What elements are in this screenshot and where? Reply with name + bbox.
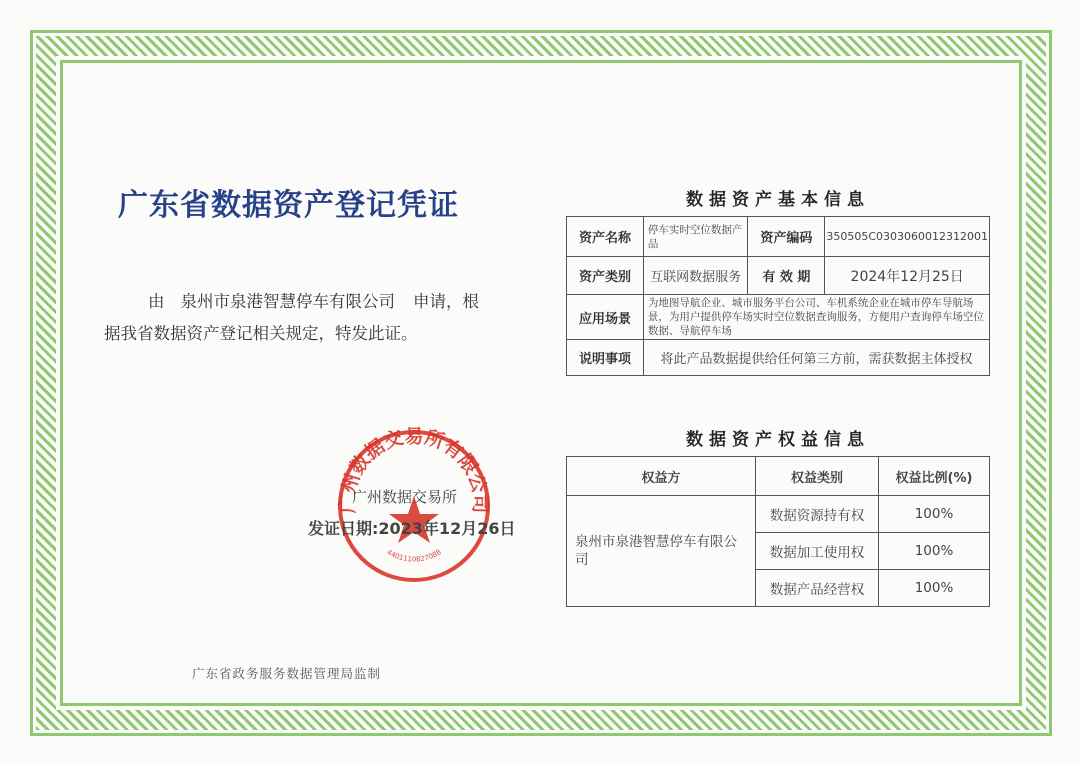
rights-holder: 泉州市泉港智慧停车有限公司: [567, 496, 756, 607]
valid-period-label: 有 效 期: [748, 257, 825, 295]
header-category: 权益类别: [756, 457, 879, 496]
basic-info-table: [566, 216, 990, 376]
asset-code-value: 350505C0303060012312001: [825, 217, 990, 257]
rights-info-table: [566, 456, 990, 607]
table-header-row: [567, 457, 990, 496]
certificate-intro: [104, 286, 524, 350]
rights-category: 数据资源持有权: [756, 496, 879, 533]
issue-date: 发证日期:2023年12月26日: [308, 519, 516, 538]
scenario-value: 为地图导航企业、城市服务平台公司、车机系统企业在城市停车导航场景，为用户提供停车场实时空位数据查询服务，方便用户查询停车场空位数据、导航停车场: [643, 295, 989, 340]
svg-text:4401110827088: [385, 548, 442, 563]
rights-ratio: 100%: [879, 570, 990, 607]
rights-category: 数据产品经营权: [756, 570, 879, 607]
border-inner-frame: [60, 60, 1022, 706]
intro-company: 泉州市泉港智慧停车有限公司: [180, 292, 395, 311]
asset-name-value: 停车实时空位数据产品: [643, 217, 748, 257]
header-holder: 权益方: [567, 457, 756, 496]
seal-number: 4401110827088: [385, 548, 443, 564]
table-row: [567, 257, 990, 295]
certificate-title: 广东省数据资产登记凭证: [118, 188, 459, 223]
table-row: [567, 496, 990, 533]
notes-label: 说明事项: [567, 340, 644, 376]
table-row: [567, 295, 990, 340]
rights-info-title: 数据资产权益信息: [686, 430, 870, 450]
notes-value: 将此产品数据提供给任何第三方前，需获数据主体授权: [643, 340, 989, 376]
intro-applied: 申请，根: [413, 292, 479, 311]
rights-ratio: 100%: [879, 533, 990, 570]
asset-type-value: 互联网数据服务: [643, 257, 748, 295]
basic-info-title: 数据资产基本信息: [686, 190, 870, 210]
rights-ratio: 100%: [879, 496, 990, 533]
table-row: [567, 217, 990, 257]
asset-code-label: 资产编码: [748, 217, 825, 257]
valid-period-value: 2024年12月25日: [825, 257, 990, 295]
scenario-label: 应用场景: [567, 295, 644, 340]
intro-line-2: 据我省数据资产登记相关规定，特发此证。: [104, 324, 418, 343]
asset-name-label: 资产名称: [567, 217, 644, 257]
table-row: [567, 340, 990, 376]
header-ratio: 权益比例(%): [879, 457, 990, 496]
intro-lead: 由: [148, 292, 165, 311]
asset-type-label: 资产类别: [567, 257, 644, 295]
seal-arc-text: 广州数据交易所有限公司: [336, 426, 492, 514]
supervised-by: 广东省政务服务数据管理局监制: [192, 666, 382, 681]
issuer-name: 广州数据交易所: [352, 488, 458, 506]
rights-category: 数据加工使用权: [756, 533, 879, 570]
